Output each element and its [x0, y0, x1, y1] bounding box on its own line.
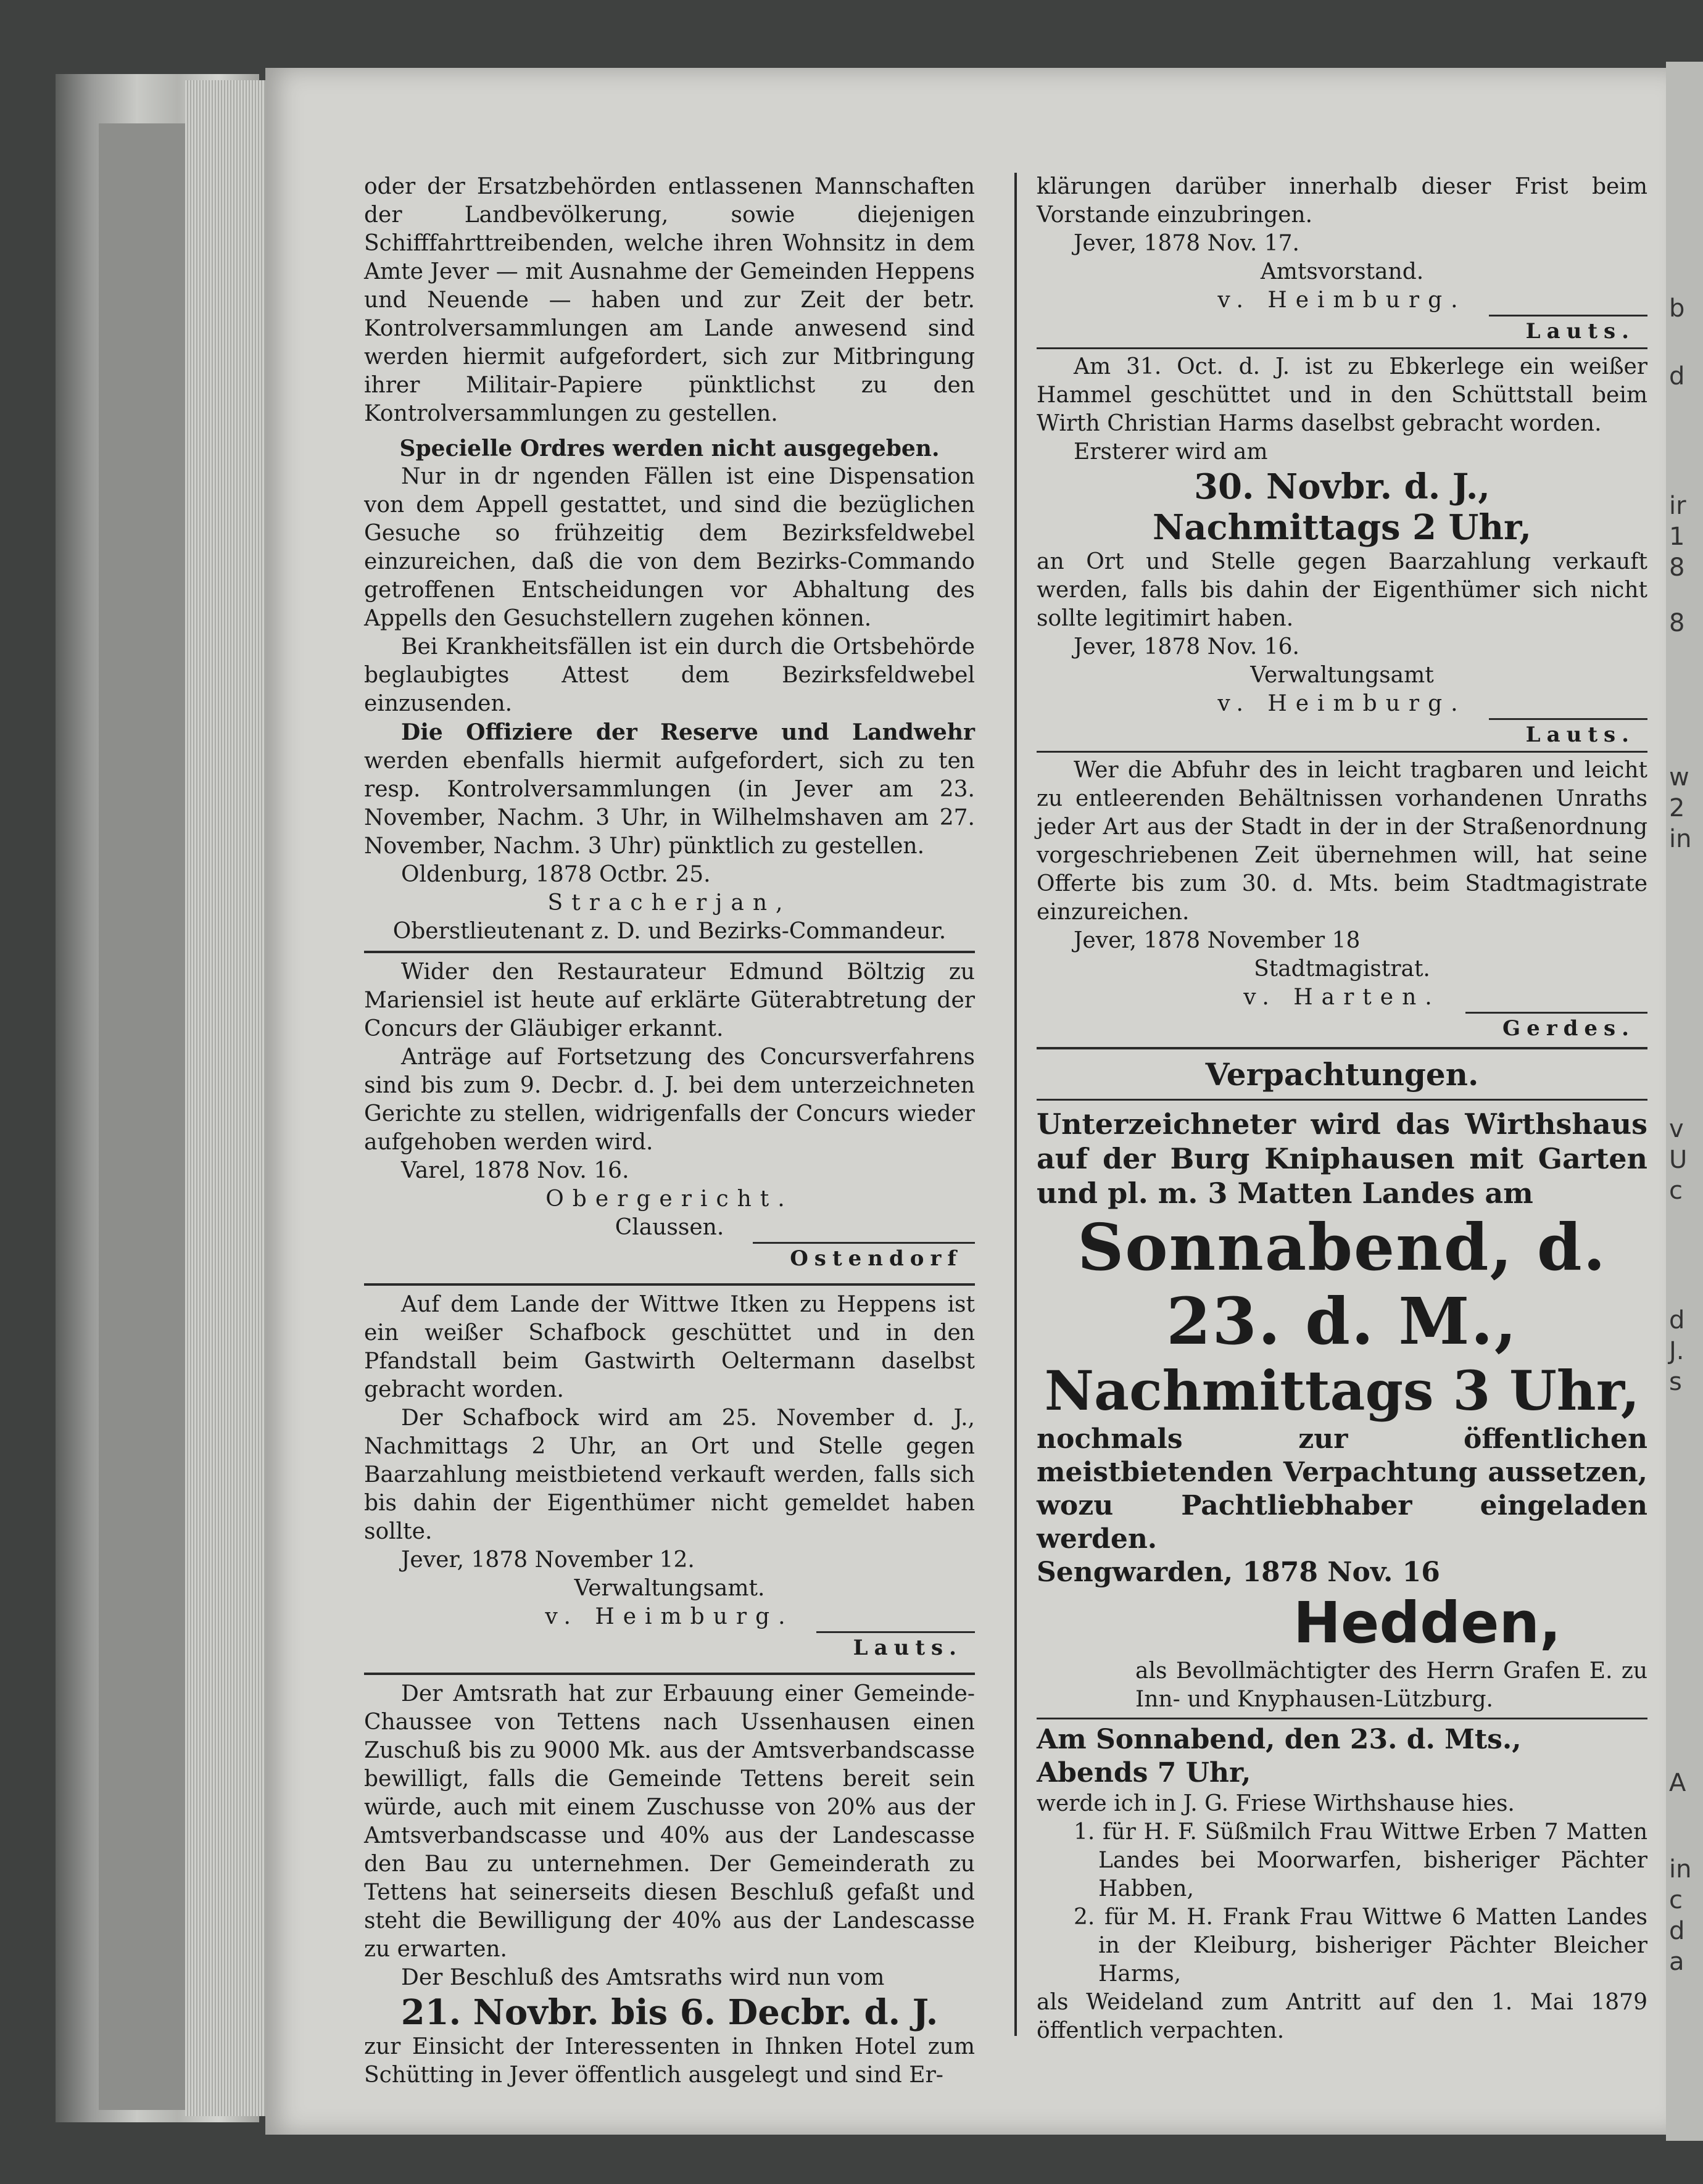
- notice-hammel-time: Nachmittags 2 Uhr,: [1153, 507, 1531, 548]
- margin-fragment: b: [1669, 294, 1685, 323]
- ad-wirthshaus: Unterzeichneter wird das Wirthshaus auf der Burg Kniphausen mit Garten und pl. m. 3 Matten Landes am: [1037, 1107, 1647, 1210]
- signature-hedden: Hedden,: [1293, 1590, 1561, 1656]
- signature-verwaltungsamt: Verwaltungsamt.: [574, 1576, 765, 1601]
- notice-hammel-3: an Ort und Stelle gegen Baarzahlung verkauft werden, falls bis dahin der Eigenthümer sich nicht sollte legitimirt haben.: [1037, 549, 1647, 631]
- margin-fragment: 2: [1669, 794, 1685, 822]
- separator: [1037, 1099, 1647, 1101]
- ad-wirthshaus-2: nochmals zur öffentlichen meistbietenden Verpachtung aussetzen, wozu Pachtliebhaber eingeladen werden.: [1037, 1423, 1647, 1555]
- signature-amtsvorstand: Amtsvorstand.: [1260, 259, 1424, 284]
- margin-fragment: d: [1669, 362, 1685, 391]
- signature-lauts-row: [1037, 315, 1647, 344]
- margin-fragment: s: [1669, 1368, 1682, 1396]
- notice-schafbock: Auf dem Lande der Wittwe Itken zu Heppens ist ein weißer Schafbock geschüttet und in den Pfandstall beim Gastwirth Oeltermann daselbst gebracht worden.: [364, 1292, 975, 1402]
- margin-fragment: a: [1669, 1948, 1684, 1976]
- notice-officers-bold: Die Offiziere der Reserve und Landwehr: [401, 719, 975, 745]
- signature-stadtmagistrat: Stadtmagistrat.: [1254, 956, 1430, 982]
- notice-declarations: klärungen darüber innerhalb dieser Frist beim Vorstande einzubringen.: [1037, 174, 1647, 228]
- margin-fragment: v: [1669, 1115, 1684, 1143]
- date-jever-1: Jever, 1878 November 12.: [401, 1547, 695, 1573]
- left-column: [364, 173, 975, 2090]
- margin-fragment: in: [1669, 825, 1692, 853]
- section-heading-verpachtungen: Verpachtungen.: [1205, 1056, 1479, 1093]
- notice-officers: [364, 718, 975, 861]
- ad-time: Nachmittags 3 Uhr,: [1044, 1359, 1640, 1423]
- separator: [1037, 1718, 1647, 1719]
- notice-concurs-2: Anträge auf Fortsetzung des Concursverfahrens sind bis zum 9. Decbr. d. J. bei dem unterzeichneten Gerichte zu stellen, widrigenfalls der Concurs wieder aufgehoben werden wird.: [364, 1044, 975, 1155]
- ad-weideland: als Weideland zum Antritt auf den 1. Mai 1879 öffentlich verpachten.: [1037, 1990, 1647, 2043]
- date-jever-4: Jever, 1878 November 18: [1074, 928, 1361, 953]
- signature-heimburg: v. Heimburg.: [545, 1604, 794, 1629]
- list-item: 1. für H. F. Süßmilch Frau Wittwe Erben 7 Matten Landes bei Moorwarfen, bisheriger Pächter Habben,: [1074, 1819, 1647, 1901]
- separator: [1037, 347, 1647, 349]
- ad-date: Sonnabend, d. 23. d. M.,: [1077, 1209, 1607, 1359]
- notice-officers-rest: werden ebenfalls hiermit aufgefordert, sich zu ten resp. Kontrolversammlungen (in Jever am 23. November, Nachm. 3 Uhr, in Wilhelmshaven am 27. November, Nachm. 3 Uhr) pünktlich zu gestellen.: [364, 748, 975, 859]
- signature-verwaltungsamt-2: Verwaltungsamt: [1250, 663, 1434, 688]
- notice-hammel-date: 30. Novbr. d. J.,: [1194, 466, 1490, 507]
- signature-gerdes: Gerdes.: [1465, 1012, 1647, 1041]
- right-column: [1037, 173, 1647, 2045]
- signature-stracherjan: Stracherjan,: [547, 890, 792, 916]
- signature-lauts-2: Lauts.: [1489, 315, 1647, 344]
- signature-heimburg-3: v. Heimburg.: [1217, 691, 1467, 716]
- date-varel: Varel, 1878 Nov. 16.: [401, 1158, 629, 1183]
- date-oldenburg: Oldenburg, 1878 Octbr. 25.: [401, 862, 711, 887]
- notice-chaussee-dates: 21. Novbr. bis 6. Decbr. d. J.: [400, 1992, 939, 2033]
- signature-lauts: Lauts.: [816, 1631, 975, 1660]
- margin-fragment: 1: [1669, 523, 1685, 551]
- signature-lauts-row: [364, 1631, 975, 1660]
- margin-fragment: d: [1669, 1917, 1685, 1945]
- notice-chaussee: Der Amtsrath hat zur Erbauung einer Gemeinde-Chaussee von Tettens nach Ussenhausen einen Zuschuß bis zu 9000 Mk. aus der Amtsverbandscasse bewilligt, falls die Gemeinde Tettens bereit sein würde, auch mit einem Zuschusse von 20% aus der Amtsverbandscasse und 40% aus der Landescasse den Bau zu unternehmen. Der Gemeinderath zu Tettens hat seinerseits diesen Beschluß gefaßt und steht die Bewilligung der 40% aus der Landescasse zu erwarten.: [364, 1681, 975, 1962]
- signature-lauts-row: [1037, 718, 1647, 747]
- ad-sonnabend: Am Sonnabend, den 23. d. Mts.,: [1037, 1724, 1522, 1755]
- signature-rank: Oberstlieutenant z. D. und Bezirks-Commandeur.: [392, 919, 947, 944]
- margin-fragment: w: [1669, 763, 1689, 792]
- signature-harten: v. Harten.: [1243, 985, 1441, 1010]
- margin-fragment: d: [1669, 1306, 1685, 1334]
- margin-fragment: in: [1669, 1855, 1692, 1884]
- separator: [1037, 1047, 1647, 1049]
- book-edge-pages: [185, 80, 271, 2116]
- notice-hammel-2: Ersterer wird am: [1074, 439, 1268, 465]
- margin-fragment: ir: [1669, 492, 1686, 520]
- signature-obergericht: Obergericht.: [545, 1186, 793, 1212]
- date-sengwarden: Sengwarden, 1878 Nov. 16: [1037, 1557, 1440, 1588]
- list-item: 2. für M. H. Frank Frau Wittwe 6 Matten Landes in der Kleiburg, bisheriger Pächter Bleicher Harms,: [1074, 1905, 1647, 1987]
- signature-hedden-sub: als Bevollmächtigter des Herrn Grafen E. zu Inn- und Knyphausen-Lützburg.: [1135, 1658, 1647, 1712]
- margin-fragment: A: [1669, 1769, 1686, 1797]
- margin-fragment: 8: [1669, 609, 1685, 637]
- date-jever-2: Jever, 1878 Nov. 17.: [1074, 231, 1299, 256]
- left-page-shadow: [99, 123, 191, 2110]
- notice-concurs: Wider den Restaurateur Edmund Böltzig zu Mariensiel ist heute auf erklärte Güterabtretung der Concurs der Gläubiger erkannt.: [364, 959, 975, 1041]
- separator: [1037, 751, 1647, 753]
- notice-chaussee-2: Der Beschluß des Amtsraths wird nun vom: [401, 1965, 885, 1990]
- signature-gerdes-row: [1037, 1012, 1647, 1041]
- date-jever-3: Jever, 1878 Nov. 16.: [1074, 634, 1299, 660]
- signature-ostendorf-row: [364, 1242, 975, 1271]
- notice-illness: Bei Krankheitsfällen ist ein durch die Ortsbehörde beglaubigtes Attest dem Bezirksfeldwebel einzusenden.: [364, 634, 975, 716]
- ad-abends: Abends 7 Uhr,: [1037, 1757, 1251, 1789]
- margin-fragment: 8: [1669, 553, 1685, 582]
- margin-fragment: U: [1669, 1146, 1688, 1174]
- notice-hammel: Am 31. Oct. d. J. ist zu Ebkerlege ein weißer Hammel geschüttet und in den Schüttstall beim Wirth Christian Harms daselbst gebracht worden.: [1037, 354, 1647, 436]
- notice-control-text: oder der Ersatzbehörden entlassenen Mannschaften der Landbevölkerung, sowie diejenigen Schifffahrttreibenden, welche ihren Wohnsitz in dem Amte Jever — mit Ausnahme der Gemeinden Heppens und Neuende — haben und zur Zeit der betr. Kontrolversammlungen am Lande anwesend sind werden hiermit aufgefordert, sich zur Mitbringung ihrer Militair-Papiere pünktlichst zu den Kontrolversammlungen zu gestellen.: [364, 174, 975, 426]
- notice-abfuhr: Wer die Abfuhr des in leicht tragbaren und leicht zu entleerenden Behältnissen vorhandenen Unraths jeder Art aus der Stadt in der in der Straßenordnung vorgeschriebenen Zeit übernehmen will, hat seine Offerte bis zum 30. d. Mts. beim Stadtmagistrate einzureichen.: [1037, 758, 1647, 925]
- notice-orders: Specielle Ordres werden nicht ausgegeben.: [399, 436, 940, 461]
- column-divider: [1014, 173, 1017, 2036]
- separator: [364, 1673, 975, 1675]
- margin-fragment: J.: [1669, 1337, 1684, 1365]
- ad-friese: werde ich in J. G. Friese Wirthshause hies.: [1037, 1791, 1515, 1816]
- margin-fragment: c: [1669, 1177, 1683, 1205]
- separator: [364, 951, 975, 953]
- signature-ostendorf: Ostendorf: [753, 1242, 975, 1271]
- notice-dispensation: Nur in dr ngenden Fällen ist eine Dispensation von dem Appell gestattet, und sind die bezüglichen Gesuche so frühzeitig dem Bezirksfeldwebel einzureichen, daß die von dem Bezirks-Commando getroffenen Entscheidungen vor Abhaltung des Appells den Gesuchstellern zugehen können.: [364, 464, 975, 631]
- signature-heimburg-2: v. Heimburg.: [1217, 287, 1467, 313]
- margin-fragment: c: [1669, 1886, 1683, 1914]
- separator: [364, 1283, 975, 1286]
- signature-claussen: Claussen.: [615, 1215, 724, 1240]
- notice-chaussee-3: zur Einsicht der Interessenten in Ihnken Hotel zum Schütting in Jever öffentlich ausgelegt und sind Er-: [364, 2034, 975, 2088]
- notice-schafbock-2: Der Schafbock wird am 25. November d. J., Nachmittags 2 Uhr, an Ort und Stelle gegen Baarzahlung meistbietend verkauft werden, falls sich bis dahin der Eigenthümer nicht gemeldet haben sollte.: [364, 1405, 975, 1544]
- signature-lauts-3: Lauts.: [1489, 718, 1647, 747]
